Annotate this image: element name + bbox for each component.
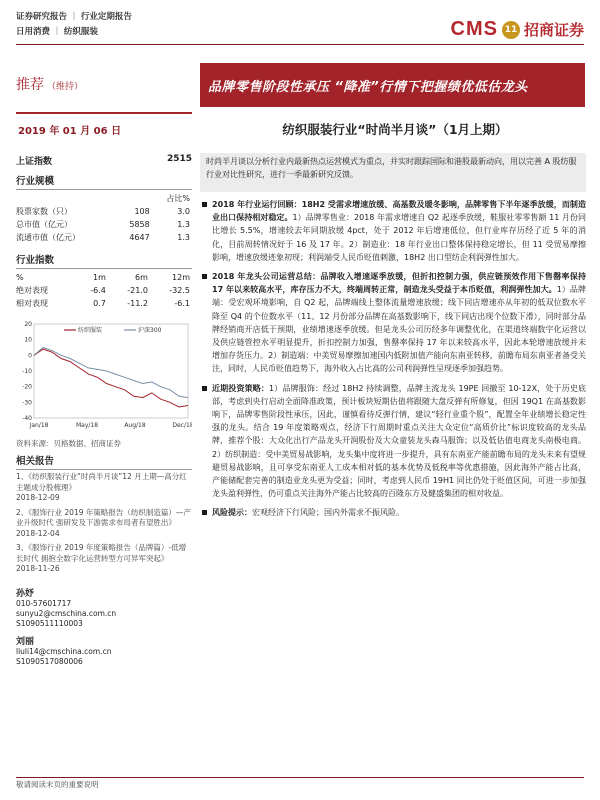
x-tick-label: Dec/18 bbox=[172, 422, 192, 429]
cell: 股票家数（只） bbox=[16, 207, 72, 216]
x-tick-label: Jan/18 bbox=[29, 422, 49, 429]
logo-cms-text: CMS bbox=[450, 18, 498, 40]
cell: 1m bbox=[92, 273, 106, 282]
bullet-heading: 近期投资策略： bbox=[212, 383, 270, 393]
rating-divider bbox=[16, 112, 192, 114]
related-item-date: 2018-12-04 bbox=[16, 528, 60, 538]
cell: % bbox=[16, 273, 24, 282]
author-name: 孙妤 bbox=[16, 588, 35, 599]
cell: 3.0 bbox=[177, 207, 190, 216]
scale-unit: 占比% bbox=[166, 194, 190, 203]
scale-title: 行业规模 bbox=[16, 173, 192, 190]
y-tick-label: -40 bbox=[22, 415, 32, 422]
sidebar bbox=[16, 154, 192, 667]
bullet-heading: 2018 年龙头公司运营总结：品牌收入增速逐季放缓，但折扣控制力强，供应链预效作用下售罄率保持 17 年以来较高水平，库存压力不大，终端周转正常，制造龙头受益于本币贬值，利润弹性加大。 bbox=[212, 272, 586, 295]
bullet-1 bbox=[200, 198, 586, 264]
author-license: S1090517080006 bbox=[16, 656, 83, 666]
logo-chinese-name: 招商证券 bbox=[523, 21, 584, 39]
index-label: 上证指数 bbox=[16, 157, 53, 167]
cell: 绝对表现 bbox=[16, 286, 48, 295]
related-item-title: 3、《服饰行业 2019 年度策略报告（品牌篇）-低增长时代 拥抱全数字化运营转型方可异军突起》 bbox=[16, 543, 187, 563]
cell: 流通市值（亿元） bbox=[16, 233, 80, 242]
bullet-body: 1）品牌零售业：2018 年需求增速自 Q2 起逐季放缓，鞋服社零零售额 11 月份同比增长 5.5%，增速较去年同期放缓 4pct，处于 2012 年后增速低位，但行业库存历经了近 5 年的消化，目前周转情况好于 16 及 17 年。2）制造业：18 年行业出口整体保持稳定增长，但 11 受贸易摩擦影响，增速放缓迹象初现；利润端受人民币贬值刺激，18H2 出口型纺企利润弹性加大。 bbox=[212, 213, 586, 262]
bullet-body: 宏观经济下行风险；国内外需求不振风险。 bbox=[252, 508, 404, 518]
rating-sub: （维持） bbox=[47, 82, 84, 92]
related-list bbox=[16, 472, 192, 575]
logo-coin-icon: 11 bbox=[502, 21, 520, 39]
author-name: 刘丽 bbox=[16, 636, 35, 647]
related-item-date: 2018-11-26 bbox=[16, 564, 60, 573]
report-header: 证券研究报告 ｜ 行业定期报告 日用消费 ｜ 纺织服装 bbox=[16, 12, 132, 37]
footer-note: 敬请阅读末页的重要说明 bbox=[16, 780, 99, 789]
chart-source: 资料来源：贝格数据、招商证券 bbox=[16, 439, 121, 448]
y-tick-label: 10 bbox=[24, 336, 32, 344]
cell: 1.3 bbox=[177, 233, 190, 242]
cell: 12m bbox=[172, 273, 190, 282]
index-value: 2515 bbox=[166, 154, 192, 164]
lead-paragraph: 时尚半月谈以分析行业内最新热点运营模式为重点，并实时跟踪国际和港股最新动向，用以完善 A 股纺服行业对比性研究，进行一季最新研究反馈。 bbox=[200, 153, 586, 192]
cell: 0.7 bbox=[93, 299, 106, 308]
cell: -21.0 bbox=[127, 286, 148, 295]
author-email: sunyu2@cmschina.com.cn bbox=[16, 608, 117, 618]
header-divider bbox=[16, 44, 584, 45]
legend-label: 纺织服装 bbox=[78, 327, 103, 334]
list-item bbox=[16, 508, 192, 540]
y-tick-label: -10 bbox=[22, 368, 32, 375]
table-row bbox=[16, 231, 192, 244]
cms-logo bbox=[451, 18, 584, 41]
series-line-1 bbox=[34, 349, 188, 407]
list-item bbox=[16, 543, 192, 575]
cell: -6.4 bbox=[90, 286, 106, 295]
sector-a: 日用消费 bbox=[16, 27, 51, 37]
report-type: 证券研究报告 bbox=[16, 12, 68, 22]
related-title: 相关报告 bbox=[16, 453, 192, 470]
bullet-body: 1）品牌服饰：经过 18H2 持续调整，品牌主流龙头 19PE 回撤至 10-12X，处于历史底部，考虑到央行启动全面降准政策，预计板块短期估值将跟随大盘反弹有所修复，但因 19Q1 在高基数影响下，品牌零售阶段性承压，因此，谨慎看待反弹行情，建议“轻行业重个股”，配置全年业绩增长稳定性强的龙头。结合 19 年度策略观点，经济下行周期时重点关注大众定位“高质价比”标识度较高的龙头品牌，推荐个股：大众化出行产品龙头开润股份及大众童装龙头森马服饰；以及低估值电商龙头南极电商。2）纺织制造：受中美贸易战影响，龙头集中度将进一步提升，具有东南亚产能前瞻布局的龙头未来有望规避贸易战影响，且可享受东南亚人工成本相对低的基本优势及低税率等优惠措施，因此海外产能占比高，产能储配套完善的制造业龙头更为受益；同时，考虑到人民币 19H1 同比仍处于贬值区间，可进一步加强龙头盈利弹性，仍可重点关注海外产能占比较高的百隆东方及健盛集团的相对收益。 bbox=[212, 383, 586, 499]
x-tick-label: May/18 bbox=[75, 422, 99, 429]
report-category: 行业定期报告 bbox=[80, 12, 132, 22]
bullet-3 bbox=[200, 382, 586, 501]
rating bbox=[16, 74, 83, 94]
index-row bbox=[16, 154, 192, 167]
footer-divider bbox=[16, 777, 584, 778]
cell: -32.5 bbox=[169, 286, 190, 295]
title-banner: 品牌零售阶段性承压 “降准”行情下把握绩优低估龙头 bbox=[200, 63, 585, 107]
bullet-heading: 风险提示： bbox=[212, 508, 252, 518]
y-tick-label: 0 bbox=[28, 352, 32, 360]
scale-table bbox=[16, 192, 192, 244]
report-subtitle: 纺织服装行业“时尚半月谈”（1月上期） bbox=[282, 122, 508, 137]
author-phone: 010-57601717 bbox=[16, 598, 72, 608]
author-license: S1090511110003 bbox=[16, 618, 83, 628]
y-tick-label: -20 bbox=[22, 383, 32, 391]
table-row bbox=[16, 284, 192, 297]
cell: 1.3 bbox=[177, 220, 190, 229]
rating-label: 推荐 bbox=[16, 77, 44, 93]
list-item bbox=[16, 472, 192, 504]
cell: 108 bbox=[134, 207, 150, 216]
bullet-2 bbox=[200, 270, 586, 376]
cell: 5858 bbox=[129, 220, 150, 229]
bullet-4 bbox=[200, 506, 586, 519]
cell: 4647 bbox=[129, 233, 150, 242]
report-date: 2019 年 01 月 06 日 bbox=[18, 126, 122, 137]
cell: 相对表现 bbox=[16, 299, 48, 308]
legend-label: 沪深300 bbox=[138, 327, 162, 334]
author-1 bbox=[16, 589, 192, 629]
cell: -11.2 bbox=[127, 299, 148, 308]
sector-b: 纺织服装 bbox=[63, 27, 98, 37]
cell: 6m bbox=[135, 273, 148, 282]
table-row bbox=[16, 218, 192, 231]
related-item-title: 1、《纺织服装行业“时尚半月谈”12 月上期—高分红主题成分股梳理》 bbox=[16, 472, 187, 492]
chart-frame bbox=[34, 324, 188, 418]
series-line-2 bbox=[34, 348, 188, 398]
perf-table bbox=[16, 271, 192, 310]
bullet-body: 1）品牌端：受宏观环境影响，自 Q2 起，品牌端线上整体流量增速放缓；线下同店增速亦从年初的低双位数水平降至 Q4 的个位数水平（11、12 月份部分品牌在高基数影响下，线下同店出现个位数下滑），同时部分品牌经销商开店低于预期，业绩增速逐季放缓。但是龙头公司历经多年调整优化，在渠道终端数字化运营以及供应链管控水平明显提升，折扣控制力加强，售罄率保持 17 年以来较高水平，因此本轮增速放缓并未增加存货压力。2）制造端：中美贸易摩擦加速国内低附加值产能向东南亚转移，前瞻布局东南亚者备受关注，同时，人民币贬值趋势下，海外收入占比高的公司利润弹性呈现逐季加强趋势。 bbox=[212, 285, 586, 374]
cell: 总市值（亿元） bbox=[16, 220, 72, 229]
perf-title: 行业指数 bbox=[16, 252, 192, 269]
table-header bbox=[16, 271, 192, 284]
y-tick-label: -30 bbox=[22, 399, 32, 407]
author-email: liuli14@cmschina.com.cn bbox=[16, 646, 112, 656]
cell: -6.1 bbox=[174, 299, 190, 308]
author-2 bbox=[16, 637, 192, 667]
x-tick-label: Aug/18 bbox=[124, 422, 146, 429]
y-tick-label: 20 bbox=[24, 321, 32, 328]
related-item-date: 2018-12-09 bbox=[16, 493, 60, 502]
main-content bbox=[200, 153, 586, 520]
related-item-title: 2、《服饰行业 2019 年策略报告（纺织制造篇）—产业升级时代 强研发及下游需求布局者有望胜出》 bbox=[16, 507, 191, 527]
table-row bbox=[16, 205, 192, 218]
bullet-heading: 2018 年行业运行回顾：18H2 受需求增速放缓、高基数及暖冬影响，品牌零售下半年逐季放缓，而制造业出口保持相对稳定。 bbox=[212, 200, 586, 223]
table-row bbox=[16, 297, 192, 310]
index-chart bbox=[16, 314, 192, 434]
